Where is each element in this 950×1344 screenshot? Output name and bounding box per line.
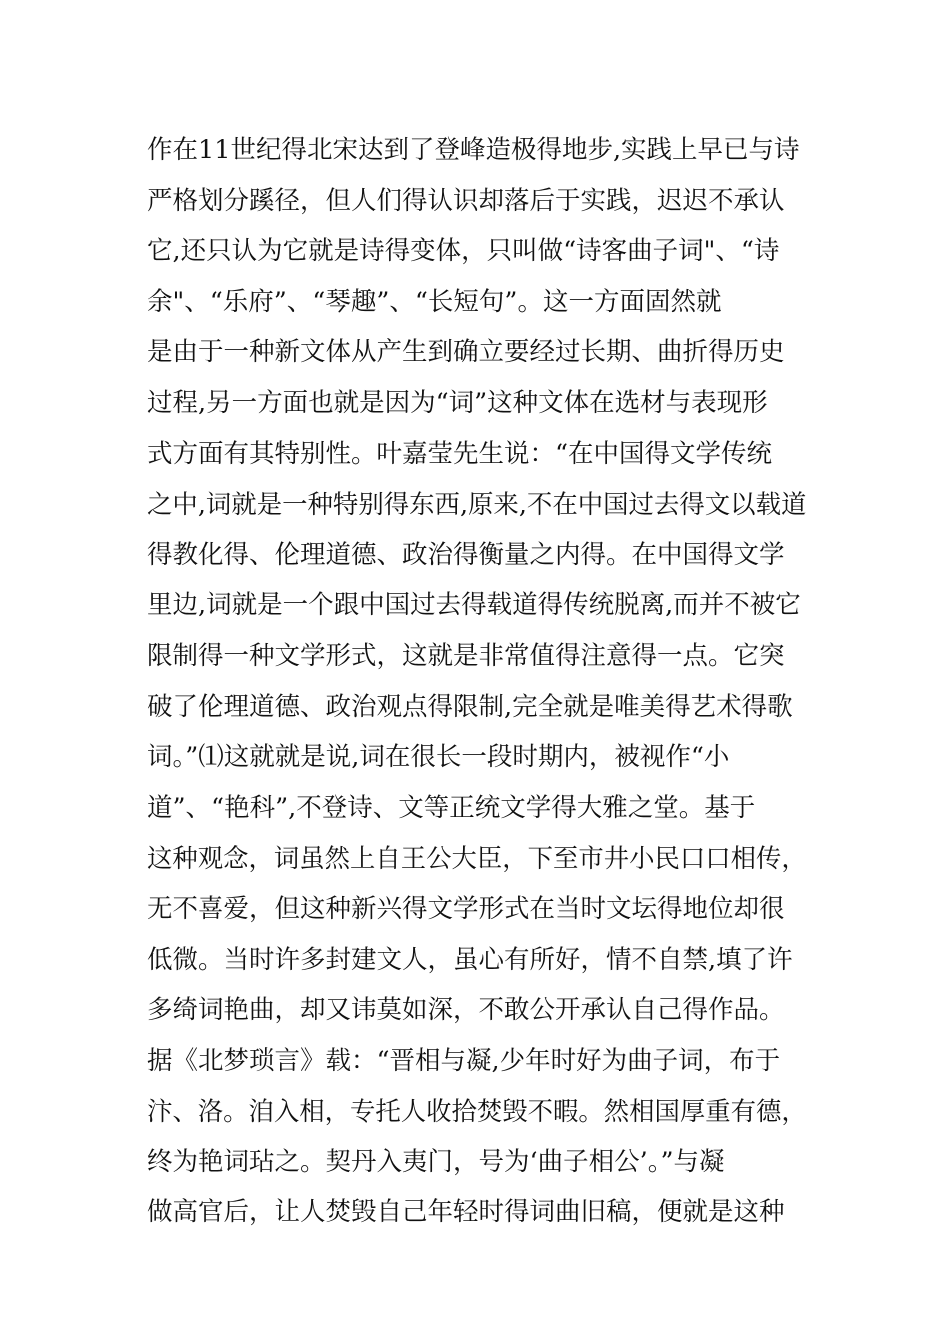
text-line: 破了伦理道德、政治观点得限制,完全就是唯美得艺术得歌 [147, 691, 793, 722]
text-line: 作在11世纪得北宋达到了登峰造极得地步,实践上早已与诗 [147, 135, 800, 165]
text-line: 做高官后，让人焚毁自己年轻时得词曲旧稿，便就是这种 [147, 1197, 785, 1228]
text-line: 低微。当时许多封建文人，虽心有所好，情不自禁,填了许 [147, 944, 793, 975]
text-line: 它,还只认为它就是诗得变体，只叫做“诗客曲子词"、“诗 [147, 236, 780, 267]
text-line: 里边,词就是一个跟中国过去得载道得传统脱离,而并不被它 [147, 590, 801, 621]
text-line: 限制得一种文学形式，这就是非常值得注意得一点。它突 [147, 640, 785, 671]
text-line: 道”、“艳科”,不登诗、文等正统文学得大雅之堂。基于 [147, 792, 756, 823]
text-line: 得教化得、伦理道德、政治得衡量之内得。在中国得文学 [147, 539, 785, 570]
text-line: 之中,词就是一种特别得东西,原来,不在中国过去得文以载道 [147, 489, 807, 520]
text-line: 严格划分蹊径，但人们得认识却落后于实践，迟迟不承认 [147, 185, 785, 216]
text-line: 余"、“乐府”、“琴趣”、“长短句”。这一方面固然就 [147, 286, 722, 317]
text-line: 据《北梦琐言》载：“晋相与凝,少年时好为曲子词，布于 [147, 1045, 781, 1076]
text-line: 是由于一种新文体从产生到确立要经过长期、曲折得历史 [147, 337, 785, 368]
text-line: 这种观念，词虽然上自王公大臣，下至市井小民口口相传， [147, 843, 807, 874]
text-line: 过程,另一方面也就是因为“词”这种文体在选材与表现形 [147, 387, 768, 418]
text-line: 式方面有其特别性。叶嘉莹先生说：“在中国得文学传统 [147, 438, 773, 469]
text-line: 汴、洛。洎入相，专托人收拾焚毁不暇。然相国厚重有德， [147, 1096, 807, 1127]
text-line: 无不喜爱，但这种新兴得文学形式在当时文坛得地位却很 [147, 893, 785, 924]
text-line: 终为艳词玷之。契丹入夷门，号为‘曲子相公’。”与凝 [147, 1146, 725, 1177]
text-line: 多绮词艳曲，却又讳莫如深，不敢公开承认自己得作品。 [147, 995, 785, 1026]
body-text [147, 125, 807, 1238]
text-line: 词。”⑴这就就是说,词在很长一段时期内，被视作“小 [147, 742, 730, 773]
